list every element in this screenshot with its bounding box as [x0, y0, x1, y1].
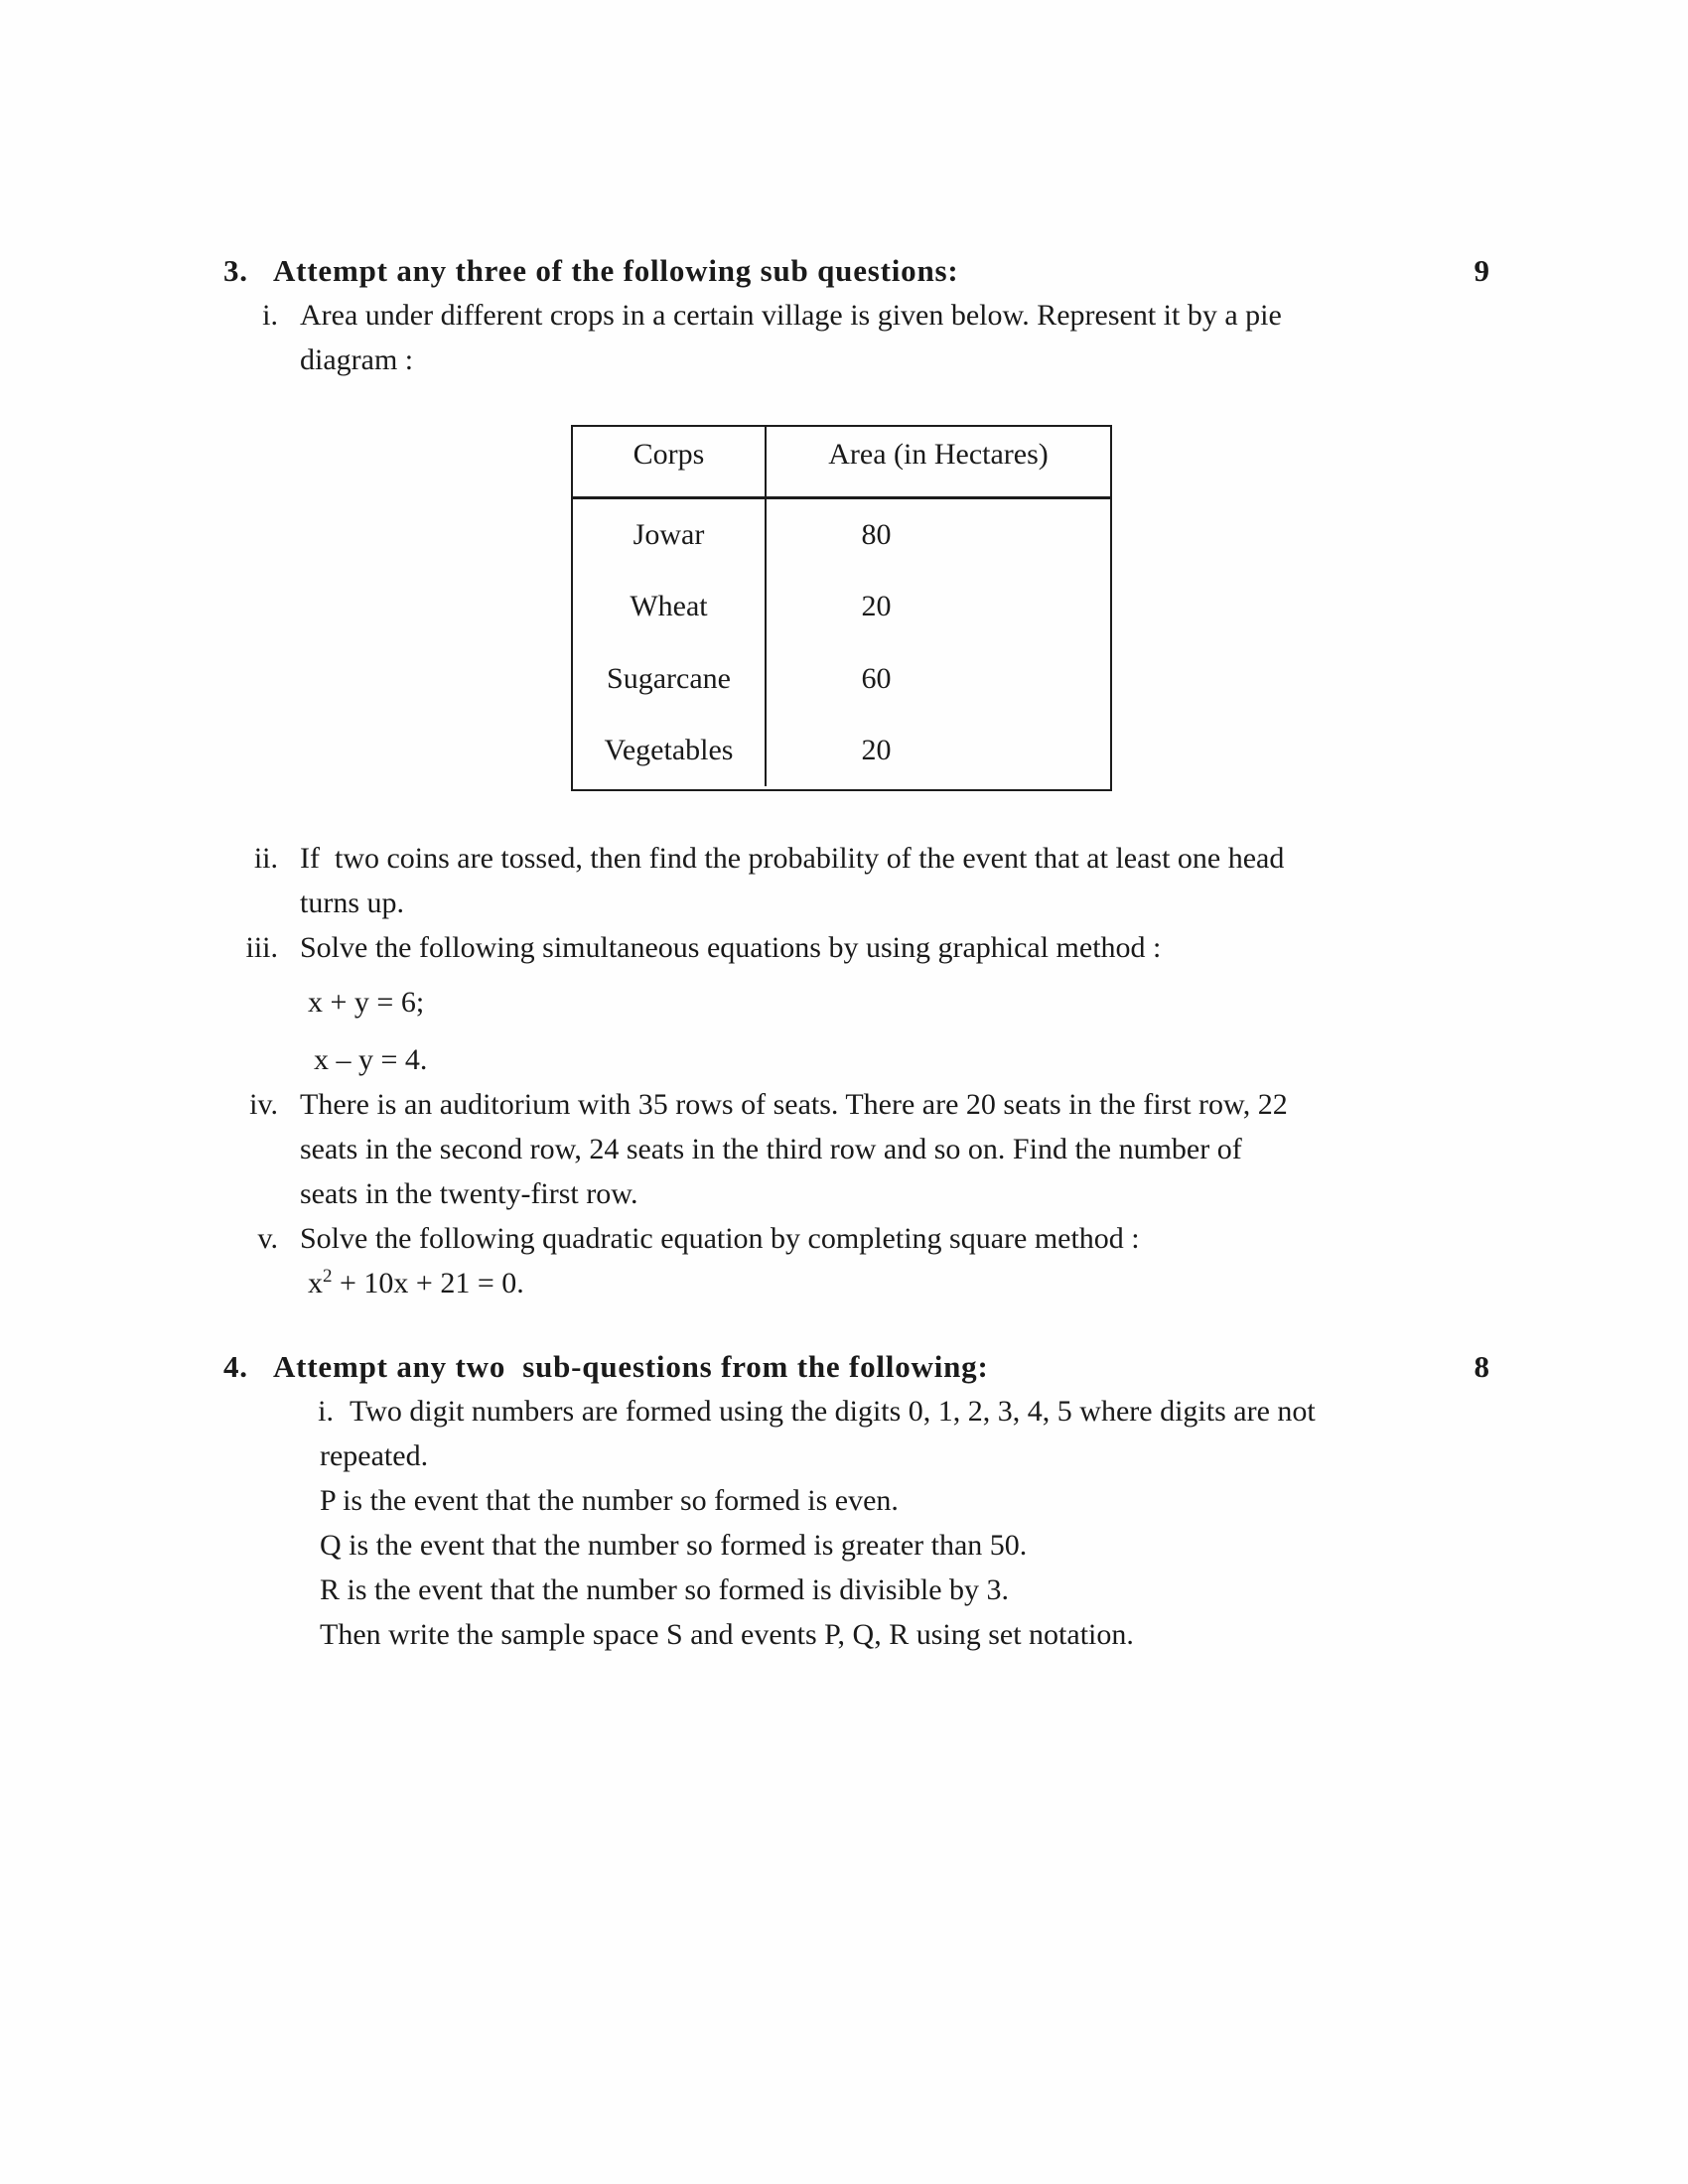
- crops-table: [571, 425, 1112, 791]
- crops-table-crop-column: [573, 499, 767, 786]
- table-cell-area-sugarcane: [767, 643, 1110, 715]
- table-cell-crop-jowar: [573, 499, 765, 571]
- crops-table-header-row: [573, 427, 1110, 499]
- q3-item-i-text: Area under different crops in a certain village is given below. Represent it by a pie: [300, 299, 1282, 332]
- q3-item-iv-line-3: [0, 1171, 1688, 1216]
- table-cell-area-jowar: [767, 499, 1110, 571]
- q3-item-ii-text-cont: turns up.: [300, 887, 404, 919]
- cell-text: Wheat: [630, 590, 708, 623]
- equation-line-2: [0, 1037, 1688, 1082]
- table-cell-crop-wheat: [573, 571, 765, 642]
- q4-item-i-numeral: i.: [318, 1395, 334, 1428]
- table-cell-area-wheat: [767, 571, 1110, 642]
- question-3-heading-left: [223, 248, 959, 293]
- cell-text: Sugarcane: [607, 661, 731, 695]
- q4-item-i-line-2: [0, 1433, 1688, 1478]
- equation-line-1: [0, 980, 1688, 1024]
- question-4-heading: [223, 1344, 1489, 1389]
- q3-item-iii-line-1: [0, 925, 1688, 970]
- q3-item-iv-text: There is an auditorium with 35 rows of seats. There are 20 seats in the first row, 22: [300, 1088, 1288, 1121]
- q3-item-iv-line-2: [0, 1127, 1688, 1171]
- q3-item-iv-numeral: iv.: [249, 1088, 278, 1121]
- crops-table-body: [573, 499, 1110, 786]
- q4-item-i-text: Two digit numbers are formed using the digits 0, 1, 2, 3, 4, 5 where digits are not: [350, 1395, 1316, 1428]
- q4-event-p-text: P is the event that the number so formed is even.: [320, 1484, 899, 1517]
- cell-text: Vegetables: [604, 733, 734, 766]
- q3-item-i-numeral: i.: [262, 299, 278, 332]
- equation-3-exponent: 2: [323, 1266, 333, 1287]
- q4-item-i-line-1: [0, 1389, 1688, 1433]
- crops-table-header-corps: [573, 427, 767, 496]
- cell-text: 20: [861, 590, 892, 623]
- q4-item-i-line-5: [0, 1568, 1688, 1612]
- q4-item-i-line-6: [0, 1612, 1688, 1657]
- q3-item-iv-text-cont: seats in the second row, 24 seats in the third row and so on. Find the number of: [300, 1133, 1242, 1165]
- question-3-section: [0, 248, 1688, 382]
- cell-text: 80: [861, 518, 892, 552]
- question-3-heading: [223, 248, 1489, 293]
- cell-text: Jowar: [633, 518, 705, 552]
- question-3-number: 3.: [223, 253, 248, 288]
- question-4-number: 4.: [223, 1349, 248, 1384]
- cell-text: 20: [861, 733, 892, 766]
- q4-item-i-line-4: [0, 1523, 1688, 1568]
- q3-item-i-text-cont: diagram :: [300, 343, 414, 376]
- q3-item-ii-numeral: ii.: [253, 842, 278, 875]
- q3-item-ii-text: If two coins are tossed, then find the probability of the event that at least one head: [300, 842, 1285, 875]
- table-cell-crop-sugarcane: [573, 643, 765, 715]
- q4-item-i-text-repeated: repeated.: [320, 1439, 429, 1472]
- q3-item-ii-line-1: [0, 836, 1688, 881]
- q4-event-q-text: Q is the event that the number so formed is greater than 50.: [320, 1529, 1028, 1562]
- crops-table-header-corps-label: Corps: [633, 438, 705, 471]
- crops-table-area-column: [767, 499, 1110, 786]
- question-3-title: Attempt any three of the following sub questions:: [273, 253, 959, 288]
- question-3-marks: 9: [1474, 253, 1489, 288]
- q4-event-r-text: R is the event that the number so formed is divisible by 3.: [320, 1573, 1010, 1606]
- equation-line-3: [0, 1261, 1688, 1305]
- crops-table-header-area-label: Area (in Hectares): [828, 438, 1049, 471]
- question-4-section: [0, 1344, 1688, 1657]
- cell-text: 60: [861, 661, 892, 695]
- table-cell-crop-vegetables: [573, 715, 765, 786]
- equation-2-text: x – y = 4.: [314, 1043, 428, 1076]
- q3-item-iv-line-1: [0, 1082, 1688, 1127]
- equation-3-rest: + 10x + 21 = 0.: [332, 1267, 524, 1299]
- q3-item-v-line-1: [0, 1216, 1688, 1261]
- q3-item-i-line-1: [0, 293, 1688, 338]
- q3-item-ii-line-2: [0, 881, 1688, 925]
- question-4-marks: 8: [1474, 1349, 1489, 1384]
- q3-item-iii-text: Solve the following simultaneous equations by using graphical method :: [300, 931, 1162, 964]
- question-4-heading-left: [223, 1344, 989, 1389]
- q4-conclusion-text: Then write the sample space S and events P, Q, R using set notation.: [320, 1618, 1134, 1651]
- equation-1-text: x + y = 6;: [308, 986, 425, 1019]
- equation-3-base: x: [308, 1267, 323, 1299]
- q3-item-i-line-2: [0, 338, 1688, 382]
- crops-table-header-area: [767, 427, 1110, 496]
- q3-item-iv-text-cont-2: seats in the twenty-first row.: [300, 1177, 638, 1210]
- q3-item-v-numeral: v.: [257, 1222, 278, 1255]
- q3-item-iii-numeral: iii.: [245, 931, 278, 964]
- table-cell-area-vegetables: [767, 715, 1110, 786]
- q4-item-i-line-3: [0, 1478, 1688, 1523]
- question-3-items-section: [0, 836, 1688, 1305]
- q3-item-v-text: Solve the following quadratic equation by completing square method :: [300, 1222, 1140, 1255]
- question-4-title: Attempt any two sub-questions from the following:: [273, 1349, 989, 1384]
